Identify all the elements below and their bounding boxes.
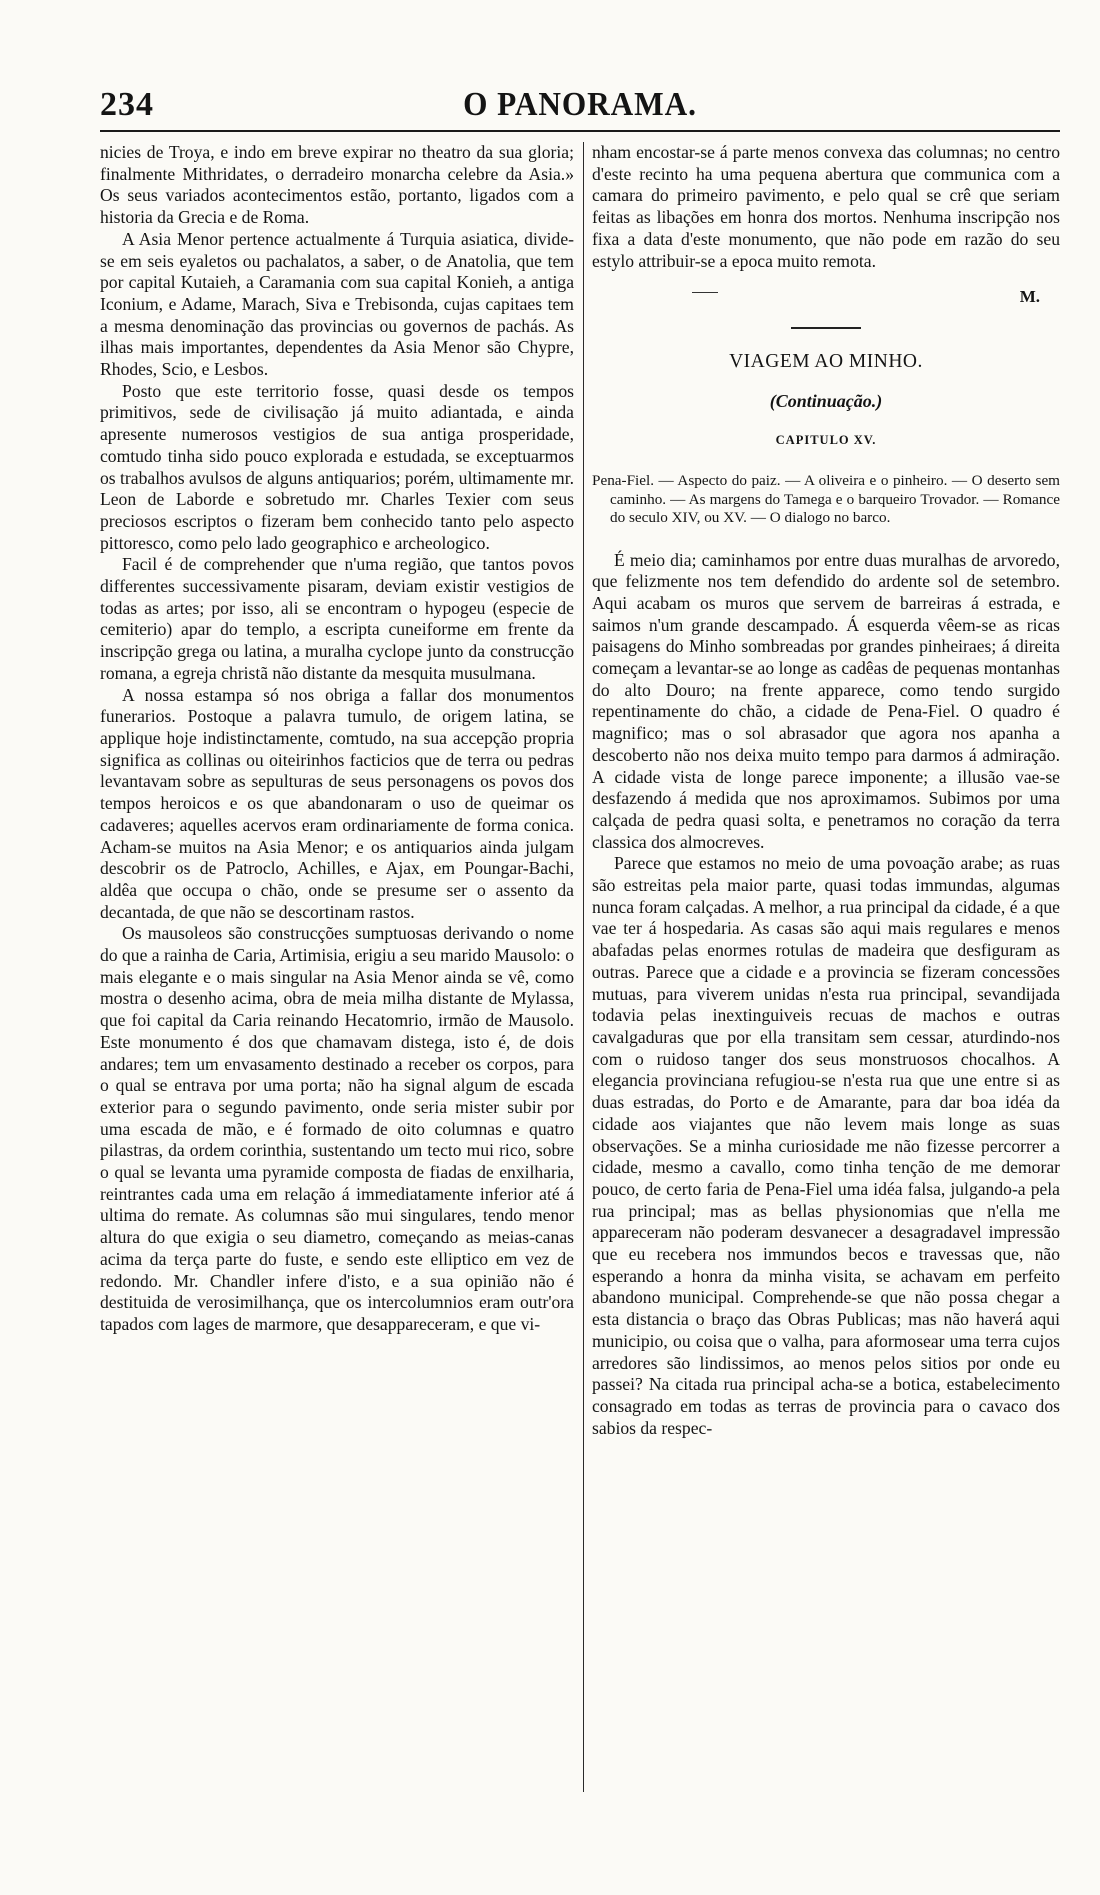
continuation-note: (Continuação.)	[769, 390, 883, 411]
left-column	[100, 142, 574, 1336]
paragraph: É meio dia; caminhamos por entre duas muralhas de arvoredo, que felizmente nos tem defendido do ardente sol de setembro. Aqui acabam os muros que servem de barreiras á estrada, e saimos n'um grande descampado. Á esquerda vêem-se as ricas paisagens do Minho sombreadas por grandes pinheiraes; á direita começam a levantar-se ao longe as cadêas de pequenas montanhas do alto Douro; na frente apparece, como tendo surgido repentinamente do chão, a cidade de Pena-Fiel. O quadro é magnifico; mas o sol abrasador que agora nos apanha a descoberto não nos deixa muito tempo para darmos á admiração. A cidade vista de longe parece imponente; a illusão vae-se desfazendo á medida que nos aproximamos. Subimos por uma calçada de pedra quasi solta, e penetramos no coração da terra classica dos almocreves.	[592, 549, 1060, 852]
section-title: VIAGEM AO MINHO.	[729, 350, 923, 372]
paragraph: A Asia Menor pertence actualmente á Turquia asiatica, divide-se em seis eyaletos ou pachalatos, a saber, o de Anatolia, que tem por capital Kutaieh, a Caramania com sua capital Konieh, a antiga Iconium, e Adame, Marach, Siva e Trebisonda, cujas capitaes tem a mesma denominação das provincias ou governos de pachás. As ilhas mais importantes, dependentes da Asia Menor são Chypre, Rhodes, Scio, e Lesbos.	[100, 228, 574, 380]
right-column	[592, 142, 1060, 1439]
paragraph: Os mausoleos são construcções sumptuosas derivando o nome do que a rainha de Caria, Artimisia, erigiu a seu marido Mausolo: o mais elegante e o mais singular na Asia Menor ainda se vê, como mostra o desenho acima, obra de meia milha distante de Mylassa, que foi capital da Caria reinando Hecatomrio, irmão de Mausolo. Este monumento é dos que chamavam distega, isto é, de dois andares; tem um envasamento destinado a receber os corpos, para o qual se entrava por uma porta; não ha signal algum de escada exterior para o segundo pavimento, onde seria mister subir por uma escada de mão, e é formado de oito columnas e quatro pilastras, da ordem corinthia, sustentando um tecto mui rico, sobre o qual se levanta uma pyramide composta de fiadas de enxilharia, reintrantes cada uma em relação á immediatamente inferior até á ultima do remate. As columnas são mui singulares, tendo menor altura do que exigia o seu diametro, começando as meias-canas acima da terça parte do fuste, e sendo este elliptico em vez de redondo. Mr. Chandler infere d'isto, e a sua opinião não é destituida de verosimilhança, que os intercolumnios eram outr'ora tapados com lages de marmore, que desappareceram, e que vi-	[100, 923, 574, 1334]
paragraph: Parece que estamos no meio de uma povoação arabe; as ruas são estreitas pela maior parte, quasi todas immundas, algumas nunca foram calçadas. A melhor, a rua principal da cidade, é a que vae ter á hospedaria. As casas são aqui mais regulares e menos abafadas pelas enormes rotulas de madeira que desfiguram as outras. Parece que a cidade e a provincia se fizeram concessões mutuas, para viverem unidas n'esta rua principal, sevandijada todavia pelas inextinguiveis recuas de machos e outras cavalgaduras que por ella transitam sem cessar, aturdindo-nos com o ruidoso tanger dos seus monstruosos chocalhos. A elegancia provinciana refugiou-se n'esta rua que une entre si as duas estradas, do Porto e de Amarante, para dar boa idéa da cidade aos viajantes que não levem mais longe as suas observações. Se a minha curiosidade me não fizesse percorrer a cidade, mesmo a cavallo, como tinha tenção de me demorar pouco, de certo faria de Pena-Fiel uma idéa falsa, julgando-a pela rua principal; mas as bellas physionomias que n'ella me appareceram não poderam desvanecer a desagradavel impressão que eu recebera nos immundos becos e travessas que, não esperando a honra da minha visita, se achavam em perfeito abandono municipal. Comprehende-se que não possa chegar a esta distancia o braço das Obras Publicas; mas não haverá aqui municipio, ou coisa que o valha, para aformosear uma terra cujos arredores são lindissimos, ao menos pelos sitios por onde eu passei? Na citada rua principal acha-se a botica, estabelecimento consagrado em todas as terras de provincia para o cavaco dos sabios da respec-	[592, 853, 1060, 1438]
column-divider	[583, 142, 584, 1792]
paragraph: Posto que este territorio fosse, quasi desde os tempos primitivos, sede de civilisação já muito adiantada, e ainda apresente numerosos vestigios de sua antiga prosperidade, comtudo tinha sido pouco explorada e estudada, se exceptuarmos os trabalhos avulsos de alguns antiquarios; porém, ultimamente mr. Leon de Laborde e sobretudo mr. Charles Texier com seus preciosos escriptos o fizeram bem conhecido tanto pelo aspecto pittoresco, como pelo lado geographico e archeologico.	[100, 380, 574, 553]
page-header	[100, 78, 1060, 130]
short-rule	[692, 292, 718, 293]
chapter-summary: Pena-Fiel. — Aspecto do paiz. — A oliveira e o pinheiro. — O deserto sem caminho. — As margens do Tamega e o barqueiro Trovador. — Romance do seculo XIV, ou XV. — O dialogo no barco.	[592, 472, 1060, 527]
paragraph: nicies de Troya, e indo em breve expirar no theatro da sua gloria; finalmente Mithridates, o derradeiro monarcha celebre da Asia.» Os seus variados acontecimentos estão, portanto, ligados com a historia da Grecia e de Roma.	[100, 142, 574, 228]
chapter-heading: CAPITULO XV.	[775, 433, 877, 448]
author-signature: M.	[1019, 287, 1040, 307]
journal-title: O PANORAMA.	[463, 86, 697, 123]
paragraph: nham encostar-se á parte menos convexa das columnas; no centro d'este recinto ha uma pequena abertura que communica com a camara do primeiro pavimento, e pelo qual se crê que seriam feitas as libações em honra dos mortos. Nenhuma inscripção nos fixa a data d'este monumento, que não pode em razão do seu estylo attribuir-se a epoca muito remota.	[592, 142, 1060, 271]
paragraph: A nossa estampa só nos obriga a fallar dos monumentos funerarios. Postoque a palavra tumulo, de origem latina, se applique hoje indistinctamente, comtudo, na sua accepção propria significa as collinas ou oiteirinhos facticios que de terra ou pedras levantavam sobre as sepulturas de seus personagens os povos dos tempos heroicos e os que abandonaram o uso de queimar os cadaveres; aquelles acervos eram ordinariamente de forma conica. Acham-se muitos na Asia Menor; e os antiquarios ainda julgam descobrir os de Patroclo, Achilles, e Ajax, em Poungar-Bachi, aldêa que occupa o chão, onde se presume ser o assento da decantada, de que não se descortinam rastos.	[100, 684, 574, 922]
paragraph: Facil é de comprehender que n'uma região, que tantos povos differentes successivamente pisaram, deviam existir vestigios de todas as artes; por isso, ali se encontram o hypogeu (especie de cemiterio) apar do templo, a escripta cuneiforme em frente da inscripção grega ou latina, a muralha cyclope junto da construcção romana, a egreja christã não distante da mesquita musulmana.	[100, 554, 574, 683]
header-rule	[100, 130, 1060, 132]
page-number: 234	[100, 86, 154, 123]
section-rule	[791, 327, 861, 329]
